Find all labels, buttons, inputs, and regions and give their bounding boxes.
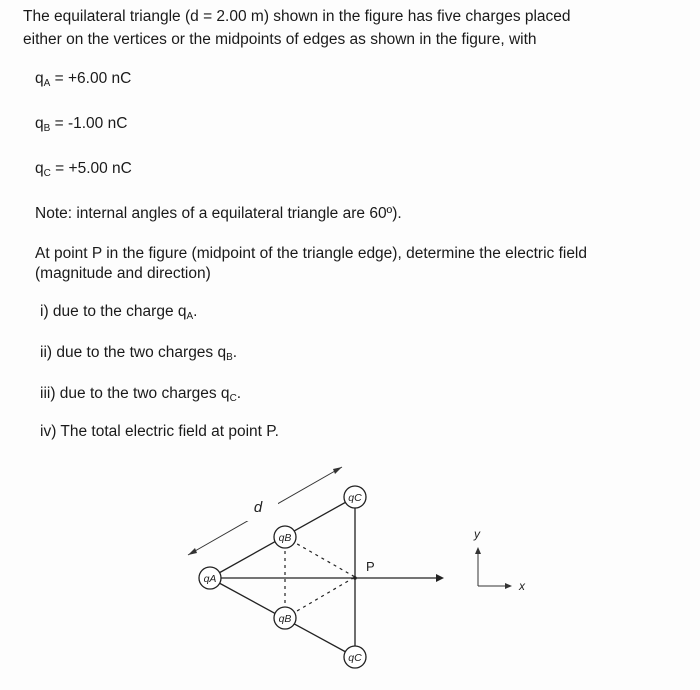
charge-qc-top-label: qC [348,492,362,504]
part-iii-text: iii) due to the two charges q [40,385,230,402]
x-axis-label: x [519,579,525,593]
charge-qa-subscript: A [43,78,51,89]
charge-qa-value: = +6.00 nC [54,70,132,87]
part-i-text: i) due to the charge q [40,303,187,320]
charge-qb-top-circle [274,526,296,548]
intro-line-2: either on the vertices or the midpoints of edges as shown in the figure, with [23,31,537,48]
charge-qc-bottom-label: qC [348,652,362,664]
charge-qb-top-label: qB [278,532,292,544]
part-iii-subscript: C [229,393,237,404]
charge-qc-symbol: q [35,160,44,177]
note-text: Note: internal angles of a equilateral triangle are 60º). [35,205,402,222]
part-ii-text: ii) due to the two charges q [40,344,227,361]
intro-line-1: The equilateral triangle (d = 2.00 m) shown in the figure has five charges placed [23,8,571,25]
charge-qb-line [35,115,127,138]
charge-qc-top-circle [344,486,366,508]
part-i-end: . [193,303,198,320]
y-axis-label: y [474,527,480,541]
charge-qa-symbol: q [35,70,44,87]
question-line-1: At point P in the figure (midpoint of the triangle edge), determine the electric field [35,245,587,262]
charge-qc-subscript: C [43,168,51,179]
x-axis-arrow [505,583,512,589]
axes-legend [473,527,526,593]
charge-qb-symbol: q [35,115,44,132]
part-i-subscript: A [186,311,194,322]
charge-qc-value: = +5.00 nC [55,160,132,177]
part-i [40,303,197,326]
point-p-marker [353,576,357,580]
dimension-arrow-right [333,467,342,474]
part-iii-end: . [236,385,242,402]
part-iv [40,423,279,441]
part-ii-end: . [232,344,238,361]
d-label: d [253,499,263,516]
charge-qa-figure-label: qA [203,573,217,585]
dashed-line-to-p-lower [285,577,355,618]
charge-qb-subscript: B [43,123,51,134]
charge-qc-bottom-circle [344,646,366,668]
part-iii [40,385,241,408]
triangle-figure [0,450,700,690]
charge-qa-circle [199,567,221,589]
p-label: P [366,559,375,574]
charge-qb-value: = -1.00 nC [54,115,128,132]
dimension-arrow-left [188,548,197,555]
horizontal-arrow-head [436,574,444,582]
charge-qa-line [35,70,131,93]
dashed-line-to-p-upper [285,537,355,577]
charge-qc-line [35,160,132,183]
part-ii-subscript: B [226,352,233,363]
part-ii [40,344,237,367]
charge-qb-bottom-label: qB [278,613,292,625]
question-line-2: (magnitude and direction) [35,265,211,282]
part-iv-text: iv) The total electric field at point P. [40,423,279,440]
charge-qb-bottom-circle [274,607,296,629]
y-axis-arrow [475,547,481,554]
